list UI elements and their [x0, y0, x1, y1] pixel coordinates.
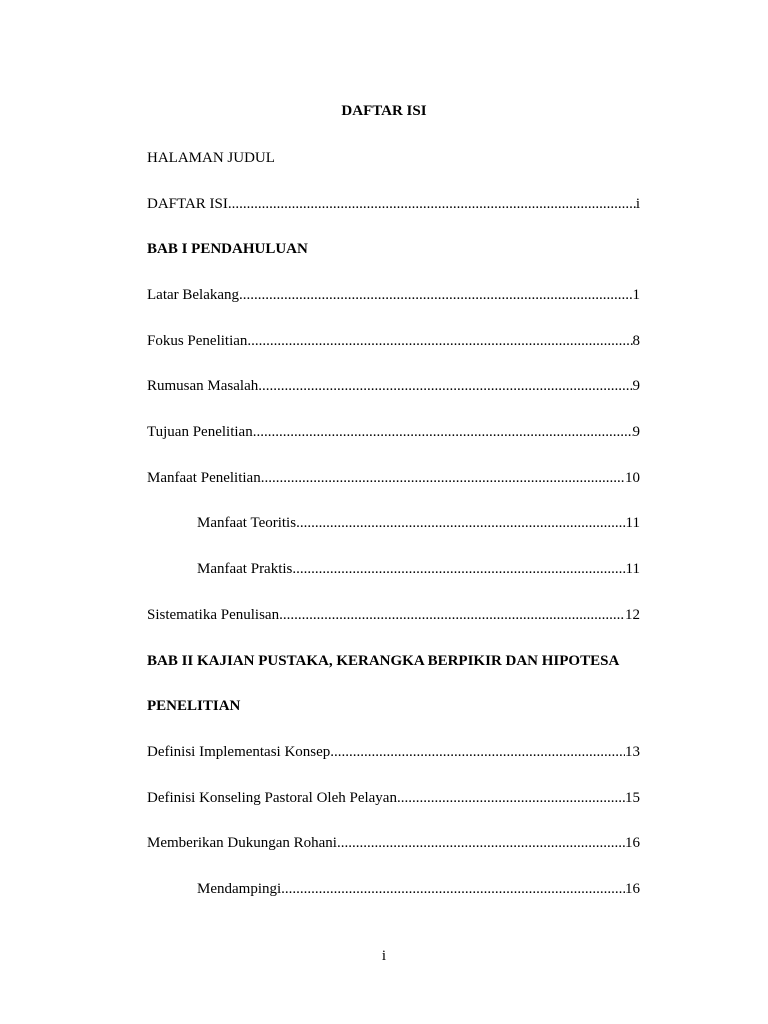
page-title: DAFTAR ISI	[341, 103, 427, 119]
toc-page-number: i	[635, 196, 640, 212]
toc-item-definisi-konseling-pastoral[interactable]	[147, 787, 640, 809]
toc-page-number: 16	[625, 835, 640, 851]
toc-item-label: Manfaat Praktis	[197, 561, 293, 577]
toc-heading-bab-2-continued	[147, 695, 640, 717]
toc-item-label: Rumusan Masalah	[147, 378, 259, 394]
toc-item-label: HALAMAN JUDUL	[147, 150, 275, 166]
toc-item-label: Definisi Implementasi Konsep	[147, 744, 331, 760]
toc-item-rumusan-masalah[interactable]	[147, 375, 640, 397]
dot-leader	[281, 878, 625, 900]
toc-item-fokus-penelitian[interactable]	[147, 330, 640, 352]
toc-item-label: Latar Belakang	[147, 287, 240, 303]
dot-leader	[261, 467, 625, 489]
toc-heading-label: PENELITIAN	[147, 698, 241, 714]
dot-leader	[292, 558, 625, 580]
toc-item-label: Fokus Penelitian	[147, 333, 248, 349]
toc-item-definisi-implementasi-konsep[interactable]	[147, 741, 640, 763]
toc-item-label: DAFTAR ISI	[147, 196, 228, 212]
toc-item-label: Memberikan Dukungan Rohani	[147, 835, 337, 851]
dot-leader	[296, 512, 625, 534]
toc-item-label: Manfaat Teoritis	[197, 515, 297, 531]
toc-item-manfaat-penelitian[interactable]	[147, 467, 640, 489]
toc-page-number: 12	[625, 607, 640, 623]
toc-item-latar-belakang[interactable]	[147, 284, 640, 306]
toc-item-label: Manfaat Penelitian	[147, 470, 261, 486]
toc-page-number: 16	[625, 881, 640, 897]
dot-leader	[247, 330, 632, 352]
toc-heading-label: BAB I PENDAHULUAN	[147, 241, 308, 257]
toc-item-tujuan-penelitian[interactable]	[147, 421, 640, 443]
page-number-footer: i	[381, 948, 387, 964]
dot-leader	[228, 193, 636, 215]
toc-item-label: Tujuan Penelitian	[147, 424, 253, 440]
toc-item-sistematika-penulisan[interactable]	[147, 604, 640, 626]
toc-page-number: 8	[632, 333, 640, 349]
dot-leader	[239, 284, 632, 306]
toc-item-daftar-isi[interactable]	[147, 193, 640, 215]
dot-leader	[253, 421, 633, 443]
toc-item-label: Mendampingi	[197, 881, 282, 897]
toc-item-halaman-judul	[147, 147, 640, 169]
dot-leader	[279, 604, 625, 626]
toc-page-number: 11	[625, 515, 640, 531]
toc-heading-bab-1	[147, 238, 640, 260]
toc-page-number: 9	[632, 424, 640, 440]
toc-item-mendampingi[interactable]	[197, 878, 640, 900]
toc-page-number: 15	[625, 790, 640, 806]
toc-page-number: 1	[632, 287, 640, 303]
dot-leader	[258, 375, 632, 397]
toc-item-manfaat-teoritis[interactable]	[197, 512, 640, 534]
toc-item-label: Definisi Konseling Pastoral Oleh Pelayan	[147, 790, 397, 806]
toc-page-number: 9	[632, 378, 640, 394]
dot-leader	[337, 832, 625, 854]
dot-leader	[330, 741, 625, 763]
toc-item-memberikan-dukungan-rohani[interactable]	[147, 832, 640, 854]
toc-page-number: 13	[625, 744, 640, 760]
toc-page-number: 10	[625, 470, 640, 486]
toc-item-manfaat-praktis[interactable]	[197, 558, 640, 580]
toc-heading-label: BAB II KAJIAN PUSTAKA, KERANGKA BERPIKIR DAN HIPOTESA	[147, 653, 620, 669]
toc-page-number: 11	[625, 561, 640, 577]
toc-heading-bab-2	[147, 650, 640, 672]
toc-item-label: Sistematika Penulisan	[147, 607, 280, 623]
dot-leader	[397, 787, 625, 809]
